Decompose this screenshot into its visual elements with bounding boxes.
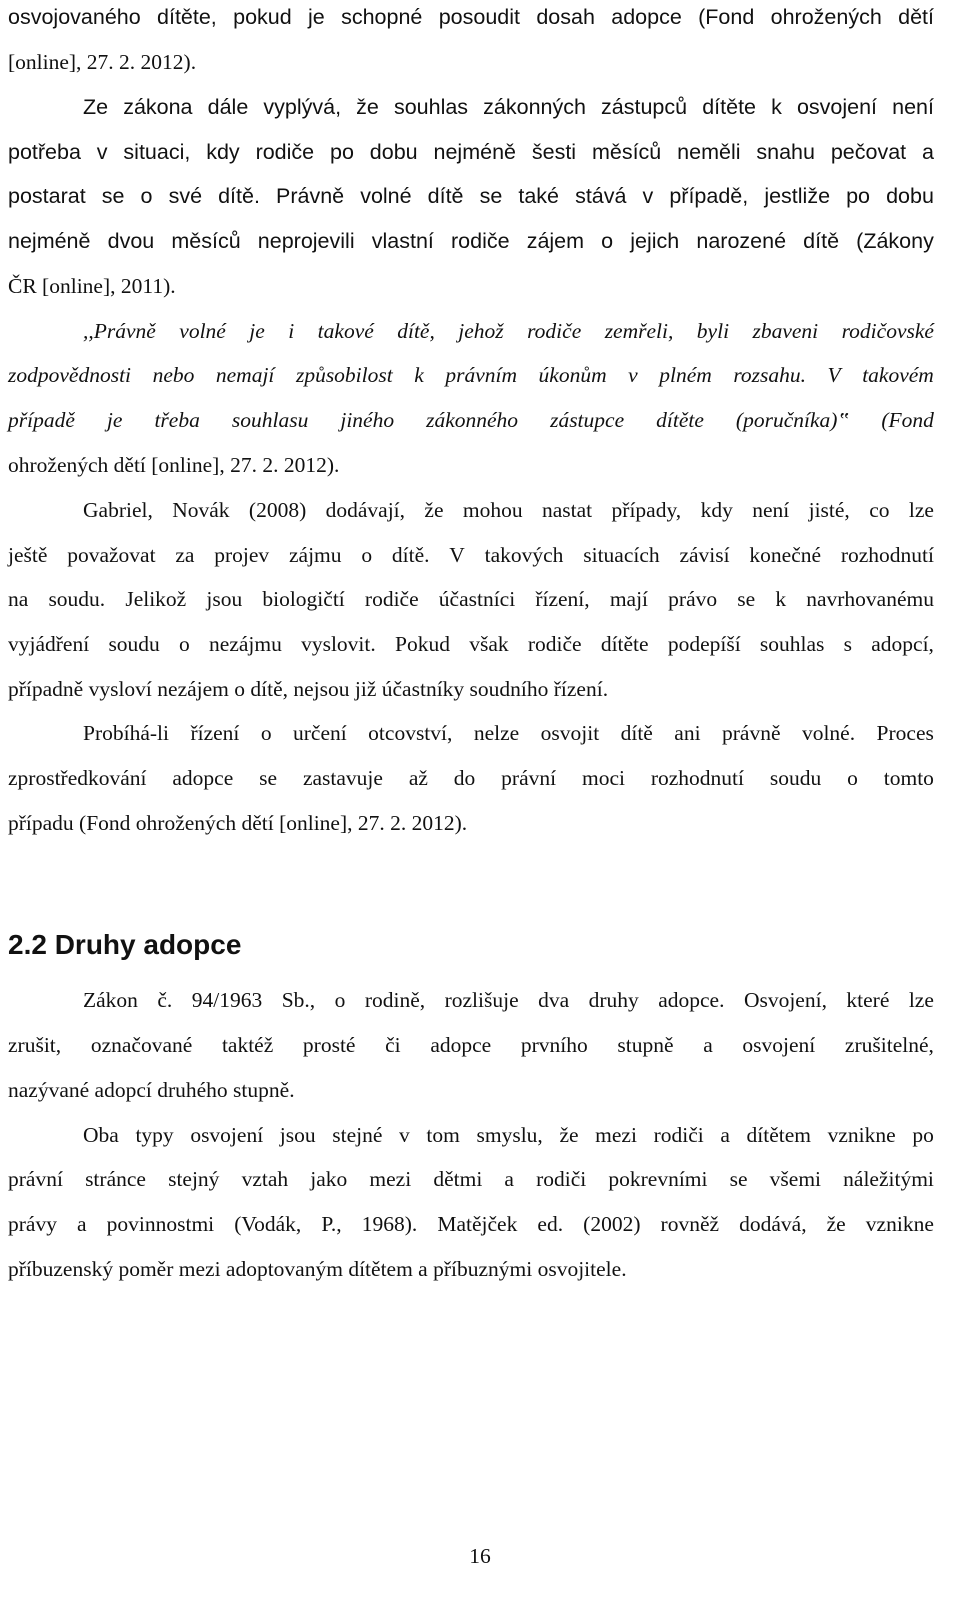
text-line: ČR [online], 2011). <box>8 274 176 298</box>
text-line: zrušit, označované taktéž prosté či adopce prvního stupně a osvojení zrušitelné, <box>8 1033 934 1057</box>
text-line: postarat se o své dítě. Právně volné dítě se také stává v případě, jestliže po dobu <box>8 184 934 208</box>
text-line: osvojovaného dítěte, pokud je schopné posoudit dosah adopce (Fond ohrožených dětí <box>8 5 934 29</box>
text-line: případně vysloví nezájem o dítě, nejsou již účastníky soudního řízení. <box>8 677 609 701</box>
text-line: na soudu. Jelikož jsou biologičtí rodiče účastníci řízení, mají právo se k navrhovanému <box>8 587 934 611</box>
text-line: příbuzenský poměr mezi adoptovaným dítětem a příbuznými osvojitele. <box>8 1257 627 1281</box>
text-line: právy a povinnostmi (Vodák, P., 1968). Matějček ed. (2002) rovněž dodává, že vznikne <box>8 1212 934 1236</box>
text-line: Oba typy osvojení jsou stejné v tom smyslu, že mezi rodiči a dítětem vznikne po <box>83 1123 934 1147</box>
text-line: nazývané adopcí druhého stupně. <box>8 1078 295 1102</box>
section-heading: 2.2 Druhy adopce <box>8 929 242 960</box>
text-line: ještě považovat za projev zájmu o dítě. V takových situacích závisí konečné rozhodnutí <box>8 543 934 567</box>
text-line: ohrožených dětí [online], 27. 2. 2012). <box>8 453 340 477</box>
text-line: vyjádření soudu o nezájmu vyslovit. Pokud však rodiče dítěte podepíší souhlas s adopcí, <box>8 632 934 656</box>
text-line: potřeba v situaci, kdy rodiče po dobu nejméně šesti měsíců neměli snahu pečovat a <box>8 140 934 164</box>
text-line: [online], 27. 2. 2012). <box>8 50 197 74</box>
text-line: případě je třeba souhlasu jiného zákonného zástupce dítěte (poručníka)‟ (Fond <box>8 408 934 432</box>
text-line: Gabriel, Novák (2008) dodávají, že mohou nastat případy, kdy není jisté, co lze <box>83 498 934 522</box>
text-line: zprostředkování adopce se zastavuje až do právní moci rozhodnutí soudu o tomto <box>8 766 934 790</box>
text-line: případu (Fond ohrožených dětí [online], 27. 2. 2012). <box>8 811 468 835</box>
text-line: zodpovědnosti nebo nemají způsobilost k právním úkonům v plném rozsahu. V takovém <box>8 363 934 387</box>
text-line: nejméně dvou měsíců neprojevili vlastní rodiče zájem o jejich narozené dítě (Zákony <box>8 229 934 253</box>
text-line: ,,Právně volné je i takové dítě, jehož rodiče zemřeli, byli zbaveni rodičovské <box>83 319 934 343</box>
text-line: právní stránce stejný vztah jako mezi dětmi a rodiči pokrevními se všemi náležitými <box>8 1167 934 1191</box>
text-line: Zákon č. 94/1963 Sb., o rodině, rozlišuje dva druhy adopce. Osvojení, které lze <box>83 988 934 1012</box>
text-line: Ze zákona dále vyplývá, že souhlas zákonných zástupců dítěte k osvojení není <box>83 95 934 119</box>
text-line: Probíhá-li řízení o určení otcovství, nelze osvojit dítě ani právně volné. Proces <box>83 721 934 745</box>
page-number: 16 <box>469 1544 491 1568</box>
